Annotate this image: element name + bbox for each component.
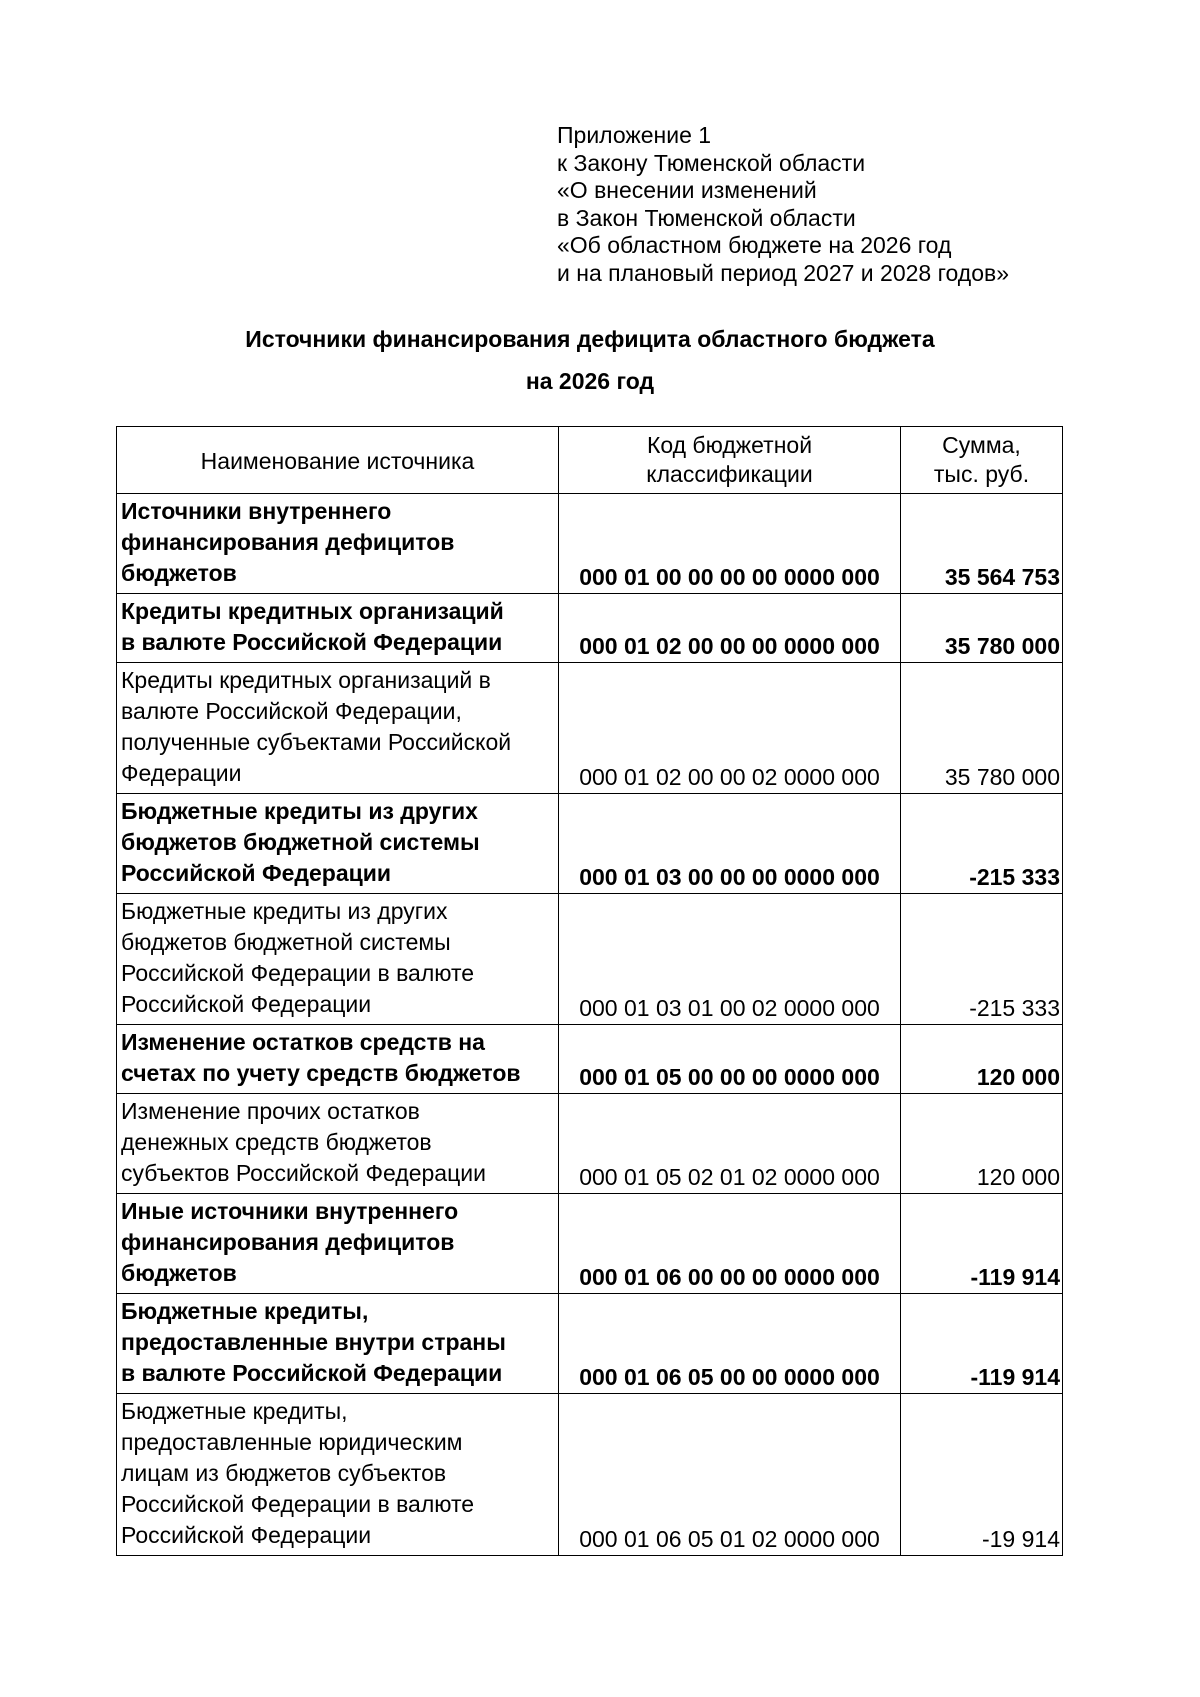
row-name <box>117 894 559 1025</box>
row-name-line: предоставленные внутри страны <box>121 1329 506 1355</box>
row-amount: 35 780 000 <box>901 663 1063 794</box>
sources-table <box>116 426 1063 1556</box>
row-amount: -215 333 <box>901 894 1063 1025</box>
row-amount: -19 914 <box>901 1394 1063 1556</box>
row-name-line: субъектов Российской Федерации <box>121 1160 486 1186</box>
row-name-line: Изменение остатков средств на <box>121 1029 485 1055</box>
row-name-line: бюджетов <box>121 1260 237 1286</box>
table-header <box>117 427 1063 494</box>
row-name-line: Российской Федерации <box>121 1522 372 1548</box>
row-name-line: Бюджетные кредиты из других <box>121 798 478 824</box>
title-line-1: Источники финансирования дефицита областного бюджета <box>245 326 935 352</box>
table-row <box>117 1094 1063 1194</box>
document-title <box>140 318 1040 402</box>
row-name-line: финансирования дефицитов <box>121 529 455 555</box>
row-name <box>117 794 559 894</box>
row-name-line: Федерации <box>121 760 242 786</box>
row-name-line: денежных средств бюджетов <box>121 1129 432 1155</box>
row-code: 000 01 03 00 00 00 0000 000 <box>559 794 901 894</box>
row-amount: -119 914 <box>901 1194 1063 1294</box>
row-name-line: в валюте Российской Федерации <box>121 629 503 655</box>
table-row <box>117 1194 1063 1294</box>
row-name <box>117 494 559 594</box>
row-name-line: Российской Федерации <box>121 860 392 886</box>
table-row <box>117 894 1063 1025</box>
header-amount <box>901 427 1063 494</box>
table-body <box>117 494 1063 1556</box>
row-name-line: Бюджетные кредиты, <box>121 1398 348 1424</box>
header-amount-line-1: Сумма, <box>942 432 1021 458</box>
header-code <box>559 427 901 494</box>
table-row <box>117 1294 1063 1394</box>
header-name: Наименование источника <box>117 427 559 494</box>
row-name-line: полученные субъектами Российской <box>121 729 512 755</box>
header-code-line-2: классификации <box>646 461 813 487</box>
row-code: 000 01 02 00 00 02 0000 000 <box>559 663 901 794</box>
table-row <box>117 594 1063 663</box>
row-name-line: Изменение прочих остатков <box>121 1098 420 1124</box>
row-name-line: счетах по учету средств бюджетов <box>121 1060 521 1086</box>
row-amount: -119 914 <box>901 1294 1063 1394</box>
table-header-row <box>117 427 1063 494</box>
row-name-line: предоставленные юридическим <box>121 1429 463 1455</box>
row-amount: 120 000 <box>901 1094 1063 1194</box>
row-name <box>117 1394 559 1556</box>
row-name-line: лицам из бюджетов субъектов <box>121 1460 447 1486</box>
row-name <box>117 1094 559 1194</box>
row-name <box>117 663 559 794</box>
row-code: 000 01 05 02 01 02 0000 000 <box>559 1094 901 1194</box>
row-name-line: в валюте Российской Федерации <box>121 1360 503 1386</box>
row-name <box>117 1194 559 1294</box>
row-name-line: Кредиты кредитных организаций <box>121 598 504 624</box>
row-code: 000 01 06 05 00 00 0000 000 <box>559 1294 901 1394</box>
row-name-line: Кредиты кредитных организаций в <box>121 667 491 693</box>
row-code: 000 01 03 01 00 02 0000 000 <box>559 894 901 1025</box>
title-line-2: на 2026 год <box>525 368 655 394</box>
table-row <box>117 1025 1063 1094</box>
header-amount-line-2: тыс. руб. <box>933 461 1030 487</box>
row-name-line: Бюджетные кредиты из других <box>121 898 448 924</box>
row-name <box>117 594 559 663</box>
row-amount: -215 333 <box>901 794 1063 894</box>
table-row <box>117 494 1063 594</box>
table-row <box>117 1394 1063 1556</box>
row-name <box>117 1025 559 1094</box>
appendix-line: Приложение 1 <box>557 122 712 148</box>
appendix-line: в Закон Тюменской области <box>557 204 856 231</box>
appendix-line: к Закону Тюменской области <box>557 149 866 176</box>
row-code: 000 01 06 00 00 00 0000 000 <box>559 1194 901 1294</box>
row-code: 000 01 05 00 00 00 0000 000 <box>559 1025 901 1094</box>
row-code: 000 01 02 00 00 00 0000 000 <box>559 594 901 663</box>
row-name-line: валюте Российской Федерации, <box>121 698 462 724</box>
row-amount: 35 564 753 <box>901 494 1063 594</box>
appendix-block <box>557 122 1009 288</box>
row-name-line: Иные источники внутреннего <box>121 1198 459 1224</box>
header-code-line-1: Код бюджетной <box>646 432 813 458</box>
row-name-line: Российской Федерации в валюте <box>121 960 475 986</box>
row-name-line: финансирования дефицитов <box>121 1229 455 1255</box>
row-name <box>117 1294 559 1394</box>
row-name-line: Российской Федерации в валюте <box>121 1491 475 1517</box>
row-name-line: Российской Федерации <box>121 991 372 1017</box>
row-name-line: бюджетов бюджетной системы <box>121 929 451 955</box>
table-row <box>117 663 1063 794</box>
appendix-line: «О внесении изменений <box>557 177 817 204</box>
row-name-line: бюджетов <box>121 560 237 586</box>
row-code: 000 01 00 00 00 00 0000 000 <box>559 494 901 594</box>
row-name-line: Бюджетные кредиты, <box>121 1298 369 1324</box>
appendix-line: и на плановый период 2027 и 2028 годов» <box>557 259 1009 286</box>
row-amount: 120 000 <box>901 1025 1063 1094</box>
row-amount: 35 780 000 <box>901 594 1063 663</box>
appendix-line: «Об областном бюджете на 2026 год <box>557 232 952 259</box>
row-code: 000 01 06 05 01 02 0000 000 <box>559 1394 901 1556</box>
row-name-line: Источники внутреннего <box>121 498 392 524</box>
row-name-line: бюджетов бюджетной системы <box>121 829 480 855</box>
table-row <box>117 794 1063 894</box>
